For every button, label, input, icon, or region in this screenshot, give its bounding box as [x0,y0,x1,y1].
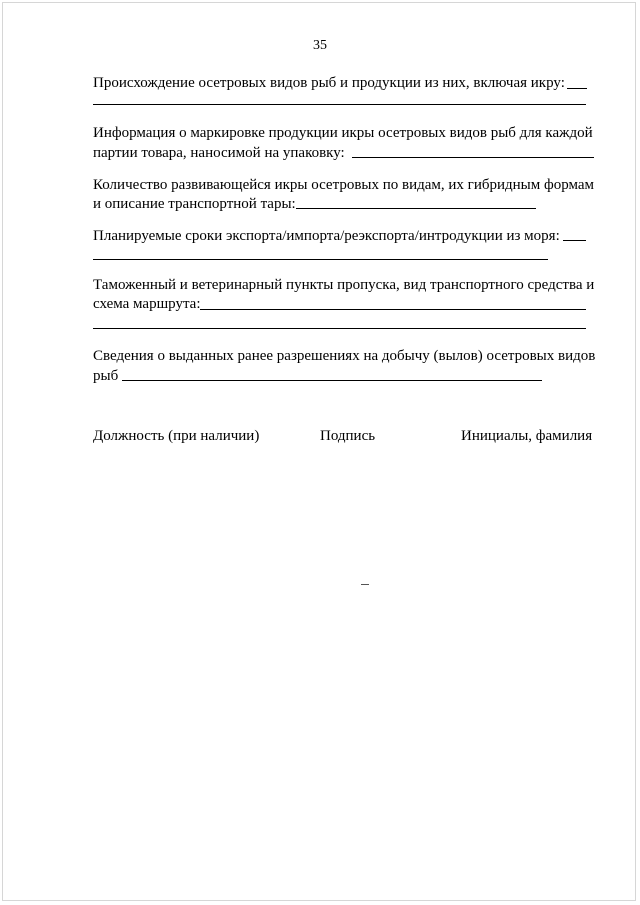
scan-mark [361,584,369,585]
position-label: Должность (при наличии) [93,428,260,444]
page-number: 35 [313,38,327,53]
customs-label-line2: схема маршрута: [93,296,201,312]
terms-label: Планируемые сроки экспорта/импорта/реэкспорта/интродукции из моря: [93,228,560,244]
marking-label-line2: партии товара, наносимой на упаковку: [93,145,345,161]
origin-input-inline[interactable] [567,88,587,89]
eggs-label-line2: и описание транспортной тары: [93,196,296,212]
eggs-input-line[interactable] [296,208,536,209]
customs-label-line1: Таможенный и ветеринарный пункты пропуска, вид транспортного средства и [93,277,595,293]
permits-input-line[interactable] [122,380,542,381]
permits-label-line2: рыб [93,368,119,384]
origin-input-line[interactable] [93,104,586,105]
terms-input-line[interactable] [93,259,548,260]
customs-input-inline[interactable] [200,309,586,310]
signature-label: Подпись [320,428,376,444]
initials-label: Инициалы, фамилия [461,428,593,444]
marking-label-line1: Информация о маркировке продукции икры осетровых видов рыб для каждой [93,125,593,141]
eggs-label-line1: Количество развивающейся икры осетровых по видам, их гибридным формам [93,177,595,193]
marking-input-line[interactable] [352,157,594,158]
terms-input-inline[interactable] [563,240,586,241]
customs-input-line[interactable] [93,328,586,329]
origin-label: Происхождение осетровых видов рыб и продукции из них, включая икру: [93,75,565,91]
permits-label-line1: Сведения о выданных ранее разрешениях на добычу (вылов) осетровых видов [93,348,596,364]
